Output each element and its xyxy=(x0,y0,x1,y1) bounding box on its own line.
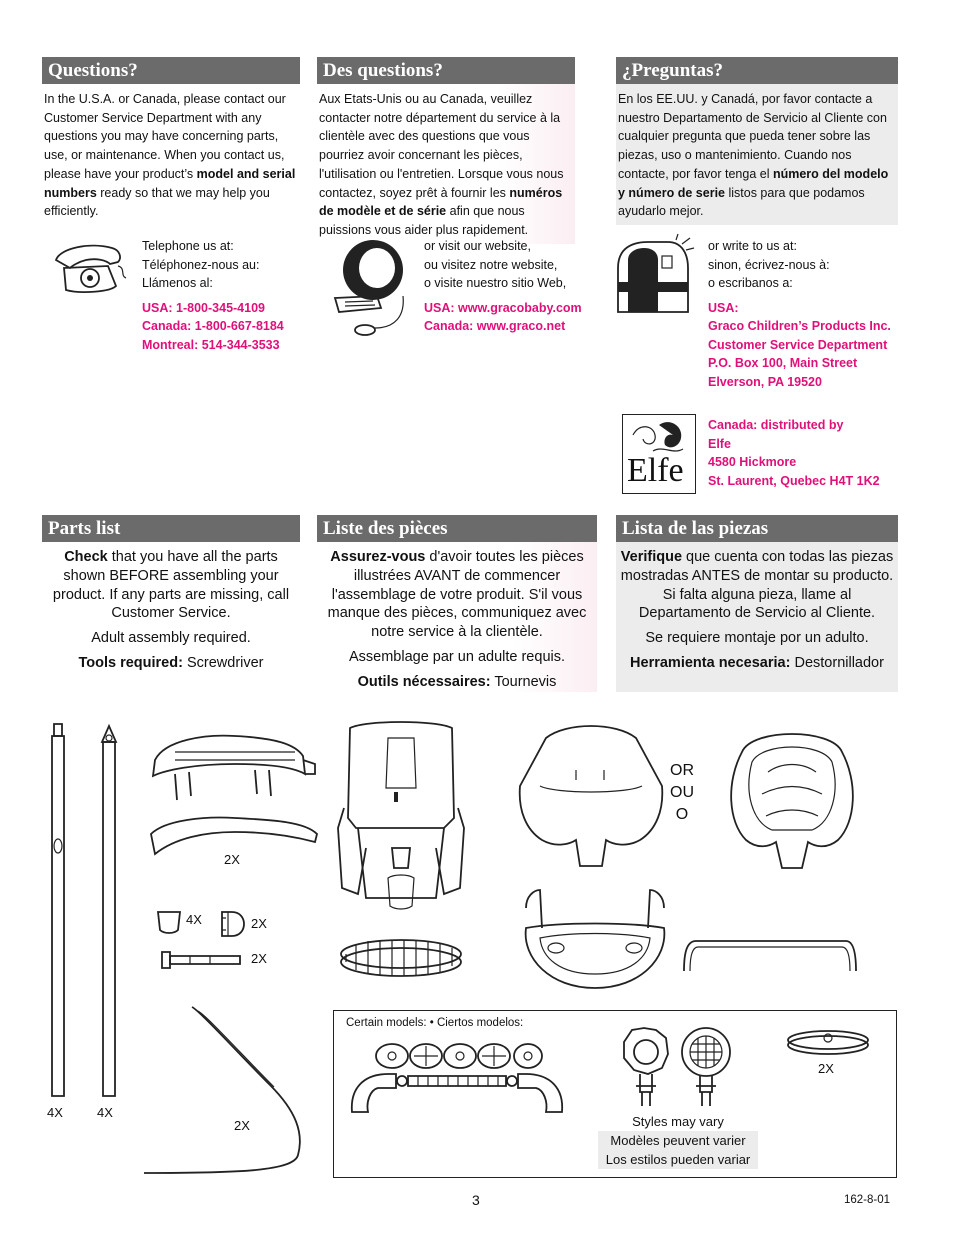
end-cap-icon xyxy=(156,908,182,936)
styles-note-fr: Modèles peuvent varier xyxy=(598,1131,758,1150)
web-canada-link[interactable]: Canada: www.graco.net xyxy=(424,319,566,333)
elfe-block xyxy=(708,416,880,490)
heading-questions: Questions? xyxy=(42,57,300,84)
mail-label-es: o escribanos a: xyxy=(708,276,793,290)
questions-en-text: In the U.S.A. or Canada, please contact our Customer Service Department with any questions you may have concerning parts, use, or maintenance. When you contact us, please have your product’s model and serial numbers ready so that we may help you efficiently. xyxy=(44,92,296,219)
mail-addr-4: P.O. Box 100, Main Street xyxy=(708,356,858,370)
wire-frame-icon xyxy=(140,1005,310,1180)
elfe-addr-1: Canada: distributed by xyxy=(708,418,844,432)
mail-addr-3: Customer Service Department xyxy=(708,337,888,352)
mail-addr-5: Elverson, PA 19520 xyxy=(708,374,822,389)
web-label-es: o visite nuestro sitio Web, xyxy=(424,276,567,290)
label-disc-qty: 2X xyxy=(818,1061,834,1076)
questions-fr xyxy=(317,57,575,244)
bolt-icon xyxy=(160,950,244,970)
or-label xyxy=(670,760,694,826)
cap-nut-icon xyxy=(218,908,246,938)
questions-fr-text: Aux Etats-Unis ou au Canada, veuillez contacter notre département du service à la clientèle avec des questions que vous pourriez avoir concernant les pièces, l'utilisation ou l'entretien. Lorsque vous nous contactez, soyez prêt à fournir les numéros de modèle et de série afin que nous puissions vous aider plus rapidement. xyxy=(317,84,575,244)
leg-tube-icon xyxy=(46,722,70,1102)
label-bolt-qty: 2X xyxy=(251,951,267,966)
heading-preguntas: ¿Preguntas? xyxy=(616,57,898,84)
or-label-en: OR xyxy=(670,762,694,779)
mailbox-icon xyxy=(612,238,694,322)
mail-addr-2: Graco Children’s Products Inc. xyxy=(708,319,891,333)
parts-fr-text: Assurez-vous d'avoir toutes les pièces illustrées AVANT de commencer l'assemblage de votre produit. S'il vous manque des pièces, communiquez avec notre service à la clientèle. Assemblage par un adulte requis. Outils nécessaires: Tournevis xyxy=(317,542,597,692)
questions-es-text: En los EE.UU. y Canadá, por favor contacte a nuestro Departamento de Servicio al Cliente con cualquier pregunta que pueda tener sobre las piezas, uso o mantenimiento. Cuando nos contacte, por favor tenga el número del modelo y número de serie listos para que podamos ayudarlo mejor. xyxy=(616,84,898,225)
elfe-addr-4: St. Laurent, Quebec H4T 1K2 xyxy=(708,473,880,488)
tray-support-icon xyxy=(145,730,325,870)
parts-en-text: Check that you have all the parts shown BEFORE assembling your product. If any parts are missing, call Customer Service. Adult assembly required. Tools required: Screwdriver xyxy=(52,549,290,671)
heading-liste-des-pieces: Liste des pièces xyxy=(317,515,597,542)
or-label-es: O xyxy=(675,806,689,823)
elfe-logo-text: Elfe xyxy=(627,452,684,489)
styles-note xyxy=(598,1112,758,1169)
toy-style-icon xyxy=(618,1022,736,1110)
label-wire-qty: 2X xyxy=(234,1118,250,1133)
seat-shell-icon xyxy=(336,718,466,918)
mail-addr-1: USA: xyxy=(708,300,739,315)
questions-en xyxy=(42,57,300,221)
phone-canada-link[interactable]: Canada: 1-800-667-8184 xyxy=(142,319,284,333)
mail-label-en: or write to us at: xyxy=(708,239,797,253)
mail-block xyxy=(708,237,891,391)
styles-note-es: Los estilos pueden variar xyxy=(598,1150,758,1169)
parts-es-text: Verifique que cuenta con todas las piezas mostradas ANTES de montar su producto. Si falta alguna pieza, llame al Departamento de Servicio al Cliente. Se requiere montaje por un adulto. Herramienta necesaria: Destornillador xyxy=(616,542,898,692)
heading-des-questions: Des questions? xyxy=(317,57,575,84)
label-leg-pointed-qty: 4X xyxy=(97,1105,113,1120)
phone-usa-link[interactable]: USA: 1-800-345-4109 xyxy=(142,300,265,315)
leg-tube-pointed-icon xyxy=(96,722,122,1102)
certain-models-label: Certain models: • Ciertos modelos: xyxy=(346,1017,524,1029)
phone-label-es: Llámenos al: xyxy=(142,276,213,290)
seat-pad-icon xyxy=(516,720,666,870)
label-leg-qty: 4X xyxy=(47,1105,63,1120)
snack-tray-icon xyxy=(520,888,670,998)
web-block xyxy=(424,237,582,336)
elfe-addr-3: 4580 Hickmore xyxy=(708,455,797,469)
seat-pad-alt-icon xyxy=(722,722,862,872)
label-nut-qty: 2X xyxy=(251,916,267,931)
styles-note-en: Styles may vary xyxy=(632,1114,724,1129)
parts-en xyxy=(42,515,300,683)
toy-bar-icon xyxy=(348,1068,566,1118)
disc-icon xyxy=(786,1028,870,1058)
page-number: 3 xyxy=(472,1192,480,1208)
web-label-en: or visit our website, xyxy=(424,239,531,253)
foot-rest-bar-icon xyxy=(680,935,860,975)
heading-parts-list: Parts list xyxy=(42,515,300,542)
phone-block xyxy=(142,237,284,354)
parts-es xyxy=(616,515,898,692)
heading-lista-de-las-piezas: Lista de las piezas xyxy=(616,515,898,542)
document-code: 162-8-01 xyxy=(844,1194,891,1206)
elfe-logo xyxy=(622,414,696,494)
or-label-fr: OU xyxy=(670,784,694,801)
web-usa-link[interactable]: USA: www.gracobaby.com xyxy=(424,300,582,315)
parts-fr xyxy=(317,515,597,692)
web-label-fr: ou visitez notre website, xyxy=(424,257,558,272)
elfe-addr-2: Elfe xyxy=(708,436,731,451)
label-tray-qty: 2X xyxy=(224,852,240,867)
telephone-icon xyxy=(50,238,130,298)
tension-band-icon xyxy=(336,930,466,990)
computer-icon xyxy=(325,236,415,340)
questions-es xyxy=(616,57,898,225)
phone-label-en: Telephone us at: xyxy=(142,239,234,253)
label-cap-qty: 4X xyxy=(186,912,202,927)
mail-label-fr: sinon, écrivez-nous à: xyxy=(708,257,830,272)
phone-label-fr: Téléphonez-nous au: xyxy=(142,257,260,272)
phone-montreal-link[interactable]: Montreal: 514-344-3533 xyxy=(142,337,280,352)
